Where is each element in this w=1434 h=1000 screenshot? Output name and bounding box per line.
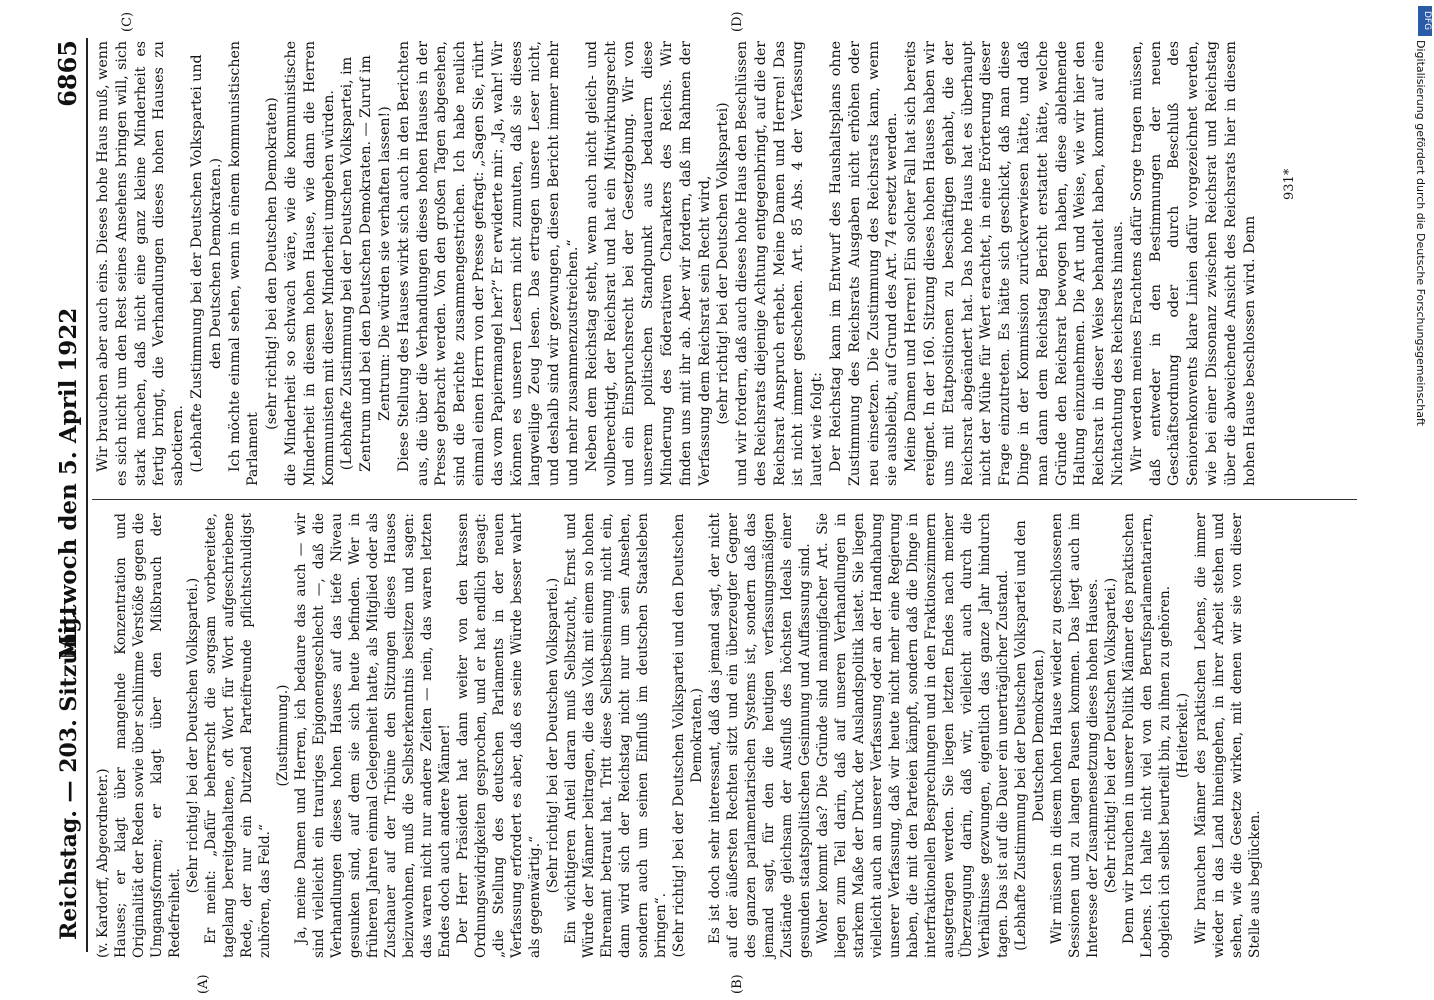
page-number: 6865 [53,40,82,107]
paragraph: Wir brauchen Männer des praktischen Lebens, die immer wieder in das Land hineingehen, in ihrer Arbeit stehen und sehen, wie die Gesetze wirken, mit denen wir sie von dieser Stelle aus beglücken. [1193,513,1263,958]
margin-marker-d: (D) [730,11,745,32]
interjection: (Lebhafte Zustimmung bei der Deutschen Volkspartei, im Zentrum und bei den Deutschen Demokraten. — Zuruf im Zentrum: Die würden sie verhaften lassen!) [339,55,393,472]
interjection: (Heiterkeit.) [1175,692,1191,779]
interjection: (sehr richtig! bei den Deutschen Demokraten) [264,97,281,430]
paragraph: und wir fordern, daß auch dieses hohe Haus den Beschlüssen des Reichsrats diejenige Achtung entgegenbringt, auf die der Reichsrat Anspruch erhebt. Meine Damen und Herren! Das ist nicht immer geschehen. Art. 85 Abs. 4 der Verfassung lautet wie folgt: [734,41,826,486]
interjection: (Lebhafte Zustimmung bei der Deutschen Volkspartei und den Deutschen Demokraten.) [188,54,224,473]
signature-mark: 931* [1282,168,1297,200]
interjection: (Sehr richtig! bei der Deutschen Volkspartei.) [185,577,201,894]
interjection: (sehr richtig! bei der Deutschen Volkspartei) [715,102,732,425]
paragraph: Meine Damen und Herren! Ein solcher Fall hat sich bereits ereignet. In der 160. Sitzung dieses hohen Hauses haben wir uns mit Etatpositionen zu beschäftigen gehabt, die der Reichsrat abgeändert hat. Das hohe Haus hat es überhaupt nicht der Mühe für Wert erachtet, in eine Erörterung dieser Frage einzutreten. Es hätte sich geschickt, daß man diese Dinge in der Kommission zurückverwiesen hätte, und daß man dann dem Reichstag Bericht erstattet hätte, welche Gründe den Reichsrat bewogen haben, diese ablehnende Haltung einzunehmen. Die Art und Weise, wie wir hier den Reichsrat in dieser Weise behandelt haben, kommt auf eine Nichtachtung des Reichsrats hinaus. [903,41,1127,486]
column-divider [92,499,1357,500]
paragraph: Denn wir brauchen in unserer Politik Männer des praktischen Lebens. Ich halte nicht viel von den Berufsparlamentariern, obgleich ich selbst beurteilt bin, zu ihnen zu gehören. [1121,513,1173,958]
paragraph: die Minderheit so schwach wäre, wie die kommunistische Minderheit in diesem hohen Hause, wie dann die Herren Kommunisten mit dieser Minderheit umgehen würden. [282,41,337,486]
paragraph: Er meint: „Dafür beherrscht die sorgsam vorbereitete, tagelang bereitgehaltene, oft Wort für Wort aufgeschriebene Rede, der nur ein Dutzend Parteifreunde pflichtschuldigst zuhören, das Feld.“ [203,513,273,958]
right-column [94,41,1259,486]
interjection: (Sehr richtig! bei der Deutschen Volkspartei und den Deutschen Demokraten.) [671,513,705,958]
paragraph: Der Reichstag kann im Entwurf des Haushaltsplans ohne Zustimmung des Reichsrats Ausgaben nicht erhöhen oder neu einsetzen. Die Zustimmung des Reichsrats kann, wenn sie ausbleibt, auf Grund des Art. 74 ersetzt werden. [828,41,901,486]
paragraph: Woher kommt das? Die Gründe sind mannigfacher Art. Sie liegen zum Teil darin, daß auf unseren Verhandlungen in starkem Maße der Druck der Auslandspolitik lastet. Sie liegen vielleicht auch an unserer Verfassung oder an der Handhabung unserer Verfassung, daß wir heute nicht mehr eine Regierung haben, die mit den Parteien kämpft, sondern daß die Dinge in interfraktionellen Besprechungen und in den Fraktionszimmern ausgetragen werden. Sie liegen letzten Endes nach meiner Überzeugung darin, daß wir, vielleicht auch durch die Verhältnisse gezwungen, eigentlich das ganze Jahr hindurch tagen. Das ist auf die Dauer ein unerträglicher Zustand. [815,513,1011,958]
paragraph: Ein wichtigeren Anteil daran muß Selbstzucht, Ernst und Würde der Männer beitragen, die das Volk mit einem so hohen Ehrenamt betraut hat. Tritt diese Selbstbesinnung nicht ein, dann wird sich der Reichstag nicht nur um sein Ansehen, sondern auch um seinen Einfluß im deutschen Staatsleben bringen“. [563,513,669,958]
interjection: (Zustimmung.) [275,684,291,787]
header-date: Mittwoch den 5. April 1922 [55,307,82,660]
paragraph: Es ist doch sehr interessant, daß das jemand sagt, der nicht auf der äußersten Rechten sitzt und ein überzeugter Gegner des ganzen parlamentarischen Systems ist, sondern daß das jemand sagt, für den die heutigen verfassungsmäßigen Zustände gleichsam der Ausfluß des höchsten Ideals einer gesunden staatspolitischen Gesinnung und Auffassung sind. [707,513,813,958]
interjection: (Sehr richtig! bei der Deutschen Volkspartei.) [1103,577,1119,894]
paragraph: Ja, meine Damen und Herren, ich bedaure das auch — wir sind vielleicht ein trauriges Epigonengeschlecht —, daß die Verhandlungen dieses hohen Hauses auf das tiefe Niveau gesunken sind, auf dem sie sich heute befinden. Wer in früheren Jahren einmal Gelegenheit hatte, als Mitglied oder als Zuschauer auf der Tribüne den Sitzungen dieses Hauses beizuwohnen, muß die Selbsterkenntnis besitzen und sagen: das waren nicht nur andere Zeiten — nein, das waren letzten Endes doch auch andere Männer! [293,513,453,958]
header-rule [86,38,88,952]
interjection: (Sehr richtig! bei der Deutschen Volkspartei.) [545,577,561,894]
digitization-notice: Digitalisierung gefördert durch die Deutsche Forschungsgemeinschaft [1414,40,1427,426]
margin-marker-b: (B) [730,974,745,994]
paragraph: Der Herr Präsident hat dann weiter von den krassen Ordnungswidrigkeiten gesprochen, und er hat endlich gesagt: „die Stellung des deutschen Parlaments in der neuen Verfassung erfordert es aber, daß es seine Würde besser wahrt als gegenwärtig.“ [455,513,543,958]
left-column [94,513,1264,958]
dfg-logo: DFG [1418,6,1432,36]
paragraph: Wir müssen in diesem hohen Hause wieder zu geschlossenen Sessionen und zu langen Pausen kommen. Das liegt auch im Interesse der Zusammensetzung dieses hohen Hauses. [1049,513,1101,958]
margin-marker-a: (A) [196,974,211,994]
paragraph: Diese Stellung des Hauses wirkt sich auch in den Berichten aus, die über die Verhandlungen dieses hohen Hauses in der Presse gebracht werden. Von den großen Tagen abgesehen, sind die Berichte zusammengestrichen. Ich habe neulich einmal einen Herrn von der Presse gefragt: „Sagen Sie, rührt das vom Papiermangel her?“ Er erwiderte mir: „Ja, wahr! Wir können es unseren Lesern nicht zumuten, daß sie dieses langweilige Zeug lesen. Das ertragen unsere Leser nicht, und deshalb sind wir gezwungen, diesen Bericht immer mehr und mehr zusammenzustreichen.“ [395,41,581,486]
page-header [28,30,88,960]
paragraph: Hauses; er klagt über mangelnde Konzentration und Originalität der Reden sowie über schlimme Verstöße gegen die Umgangsformen; er klagt über den Mißbrauch der Redefreiheit. [113,513,183,958]
header-title: Reichstag. — 203. Sitzung. [56,609,82,940]
interjection: (Lebhafte Zustimmung bei der Deutschen Volkspartei und den Deutschen Demokraten.) [1013,520,1047,951]
paragraph: (v. Kardorff, Abgeordneter.) [95,768,111,958]
paragraph: Wir werden meines Erachtens dafür Sorge tragen müssen, daß entweder in den Bestimmungen der neuen Geschäftsordnung oder durch Beschluß des Seniorenkonvents klare Linien dafür vorgezeichnet werden, wie bei einer Dissonanz zwischen Reichsrat und Reichstag über die abweichende Ansicht des Reichsrats hier in diesem hohen Hause beschlossen wird. Denn [1128,41,1258,486]
margin-marker-c: (C) [120,11,135,32]
paragraph: Wir brauchen aber auch eins. Dieses hohe Haus muß, wenn es sich nicht um den Rest seines Ansehens bringen will, sich stark machen, daß nicht eine ganz kleine Minderheit es fertig bringt, die Verhandlungen dieses hohen Hauses zu sabotieren. [95,41,187,486]
paragraph: Ich möchte einmal sehen, wenn in einem kommunistischen Parlament [226,41,262,486]
paragraph: Neben dem Reichstag steht, wenn auch nicht gleich- und vollberechtigt, der Reichsrat und hat ein Mitwirkungsrecht und ein Einspruchsrecht bei der Gesetzgebung. Wir von unserem politischen Standpunkt aus bedauern diese Minderung des föderativen Charakters des Reichs. Wir finden uns mit ihr ab. Aber wir fordern, daß im Rahmen der Verfassung dem Reichsrat sein Recht wird, [583,41,713,486]
